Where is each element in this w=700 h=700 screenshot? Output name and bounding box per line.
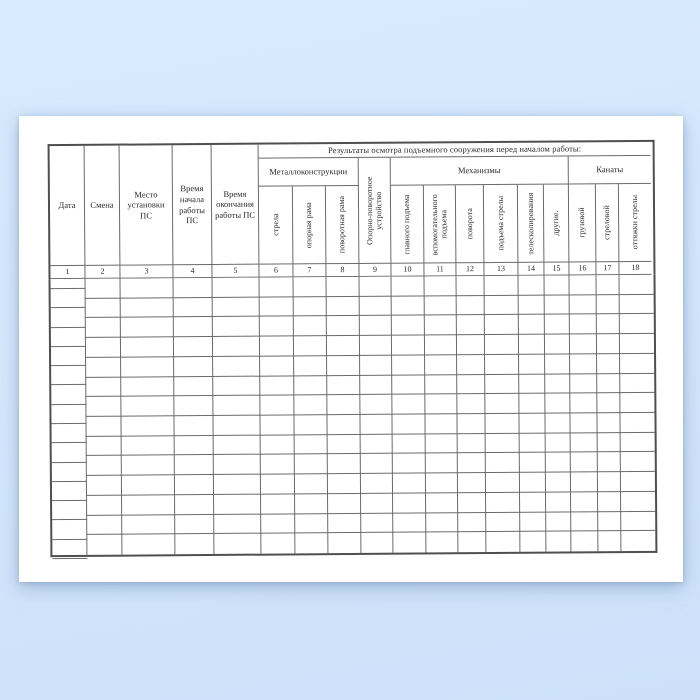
subheader-other-label: другие. xyxy=(551,210,561,236)
subheader-aux-hoist-label: вспомогательного подъема xyxy=(430,193,449,255)
subheader-slewing-label: поворота xyxy=(464,208,475,240)
column-number: 18 xyxy=(619,262,651,275)
grid-line xyxy=(52,423,87,424)
subheader-boom-rope xyxy=(596,184,620,262)
group-mechanisms: Механизмы xyxy=(391,156,569,185)
subheader-boom-hoist-label: подъема стрелы xyxy=(495,196,506,251)
grid-line xyxy=(51,346,86,347)
inspection-log-table xyxy=(48,140,658,557)
header-time-end: Время окончания работы ПС xyxy=(212,145,260,265)
column-number: 9 xyxy=(359,264,391,277)
grid-line xyxy=(52,539,87,540)
subheader-support-frame xyxy=(293,186,327,264)
subheader-aux-hoist xyxy=(424,185,457,263)
grid-line xyxy=(52,519,87,520)
header-slewing-unit xyxy=(359,158,392,264)
subheader-main-hoist-label: главного подъема xyxy=(402,194,412,255)
column-number: 10 xyxy=(391,263,424,276)
column-number: 17 xyxy=(596,262,619,275)
header-place: Место установки ПС xyxy=(120,145,174,265)
grid-line xyxy=(52,558,87,559)
grid-line xyxy=(51,404,86,405)
subheader-slewing-frame xyxy=(326,186,360,264)
subheader-boom-rope-label: стреловой xyxy=(602,205,612,241)
subheader-load-rope xyxy=(569,184,597,262)
grid-line xyxy=(52,442,87,443)
subheader-boom-guy-rope xyxy=(619,184,652,262)
subheader-boom-guy-rope-label: оттяжки стрелы xyxy=(630,195,640,250)
column-number: 1 xyxy=(50,266,85,279)
results-title: Результаты осмотра подъемного сооружения перед началом работы: xyxy=(259,142,651,159)
subheader-slewing-frame-label: поворотная рама xyxy=(337,196,347,254)
grid-line xyxy=(51,288,86,289)
grid-line xyxy=(52,462,87,463)
header-time-start: Время начала работы ПС xyxy=(173,145,213,265)
grid-line xyxy=(52,500,87,501)
subheader-telescoping xyxy=(518,185,545,263)
header-slewing-unit-label: Опорно-поворотное устройство xyxy=(365,176,384,245)
grid-line xyxy=(52,481,87,482)
subheader-boom-hoist xyxy=(484,185,519,263)
column-number: 13 xyxy=(484,263,518,276)
subheader-other xyxy=(544,184,570,262)
subheader-boom-label: стрела xyxy=(270,213,281,237)
column-number: 6 xyxy=(259,264,293,277)
grid-line xyxy=(51,365,86,366)
grid-line xyxy=(51,384,86,385)
column-number: 15 xyxy=(544,262,569,275)
column-number: 3 xyxy=(120,265,173,278)
grid-line xyxy=(51,327,86,328)
header-date: Дата xyxy=(50,146,86,266)
subheader-slewing xyxy=(456,185,485,263)
table-body-grid xyxy=(49,275,658,557)
subheader-boom xyxy=(259,186,294,264)
grid-line xyxy=(51,307,86,308)
subheader-load-rope-label: грузовой xyxy=(577,207,587,239)
group-ropes: Канаты xyxy=(569,156,651,185)
subheader-telescoping-label: телескопирования xyxy=(525,192,536,255)
subheader-support-frame-label: опорная рама xyxy=(304,201,314,248)
column-number: 2 xyxy=(85,266,120,279)
column-number: 16 xyxy=(569,262,596,275)
table-header xyxy=(48,140,656,279)
column-number: 11 xyxy=(424,263,456,276)
header-shift: Смена xyxy=(85,146,121,266)
column-number: 8 xyxy=(326,264,359,277)
column-number: 5 xyxy=(212,265,259,278)
document-page xyxy=(19,116,683,582)
column-number: 7 xyxy=(293,264,326,277)
column-number: 14 xyxy=(518,263,544,276)
column-number: 4 xyxy=(173,265,212,278)
subheader-main-hoist xyxy=(391,185,425,263)
group-metal-structures: Металлоконструкции xyxy=(259,158,359,187)
column-number: 12 xyxy=(456,263,484,276)
